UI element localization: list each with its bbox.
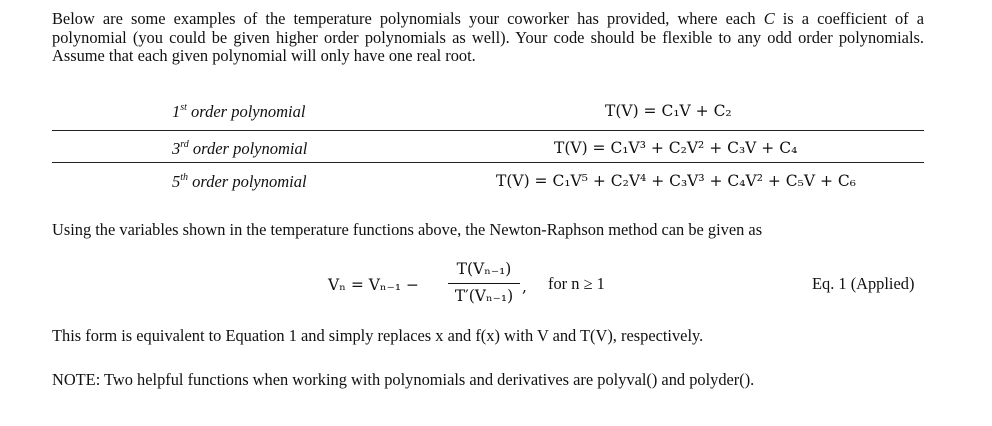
polynomial-order-label: [172, 172, 307, 192]
order-suffix: th: [180, 171, 189, 183]
polynomial-equation: T(V) = C₁V + C₂: [605, 102, 732, 120]
equation-comma: ,: [522, 278, 527, 296]
polynomial-table: [52, 98, 924, 201]
table-rule-middle: [52, 162, 924, 163]
equivalence-note: This form is equivalent to Equation 1 and simply replaces x and f(x) with V and T(V), respectively.: [52, 326, 704, 345]
newton-raphson-equation: [0, 258, 992, 320]
table-rule-top: [52, 130, 924, 131]
intro-text-part2: is a coefficient of a polynomial (you could be given higher order polynomials as well). Your code should be flexible to any odd order polynomials. Assume that each given polynomial will only have one real root.: [52, 9, 924, 65]
order-suffix: st: [180, 101, 187, 113]
order-text: order polynomial: [186, 102, 306, 121]
fraction-bar: [448, 283, 520, 284]
polynomial-row: [52, 168, 924, 201]
equation-lhs: Vₙ = Vₙ₋₁ −: [328, 276, 419, 294]
equation-condition: for n ≥ 1: [548, 274, 605, 293]
order-number: 5: [172, 172, 181, 191]
order-suffix: rd: [180, 138, 189, 150]
fraction-numerator: T(Vₙ₋₁): [456, 260, 512, 278]
polynomial-row: [52, 135, 924, 168]
newton-raphson-intro: Using the variables shown in the temperature functions above, the Newton-Raphson method can be given as: [52, 220, 763, 239]
fraction-denominator: T′(Vₙ₋₁): [454, 287, 514, 305]
coefficient-variable: C: [763, 9, 775, 28]
equation-label: Eq. 1 (Applied): [812, 274, 915, 293]
polynomial-order-label: [172, 102, 305, 122]
polynomial-equation: T(V) = C₁V³ + C₂V² + C₃V + C₄: [554, 139, 798, 157]
order-number: 1: [172, 102, 181, 121]
order-text: order polynomial: [188, 172, 307, 191]
order-text: order polynomial: [188, 139, 308, 158]
intro-paragraph: [52, 10, 924, 66]
intro-text-part1: Below are some examples of the temperature polynomials your coworker has provided, where each: [52, 9, 764, 28]
polynomial-order-label: [172, 139, 307, 159]
order-number: 3: [172, 139, 181, 158]
polynomial-row: [52, 98, 924, 131]
helpful-note: NOTE: Two helpful functions when working with polynomials and derivatives are polyval() and polyder().: [52, 370, 755, 389]
polynomial-equation: T(V) = C₁V⁵ + C₂V⁴ + C₃V³ + C₄V² + C₅V + C₆: [496, 172, 856, 190]
